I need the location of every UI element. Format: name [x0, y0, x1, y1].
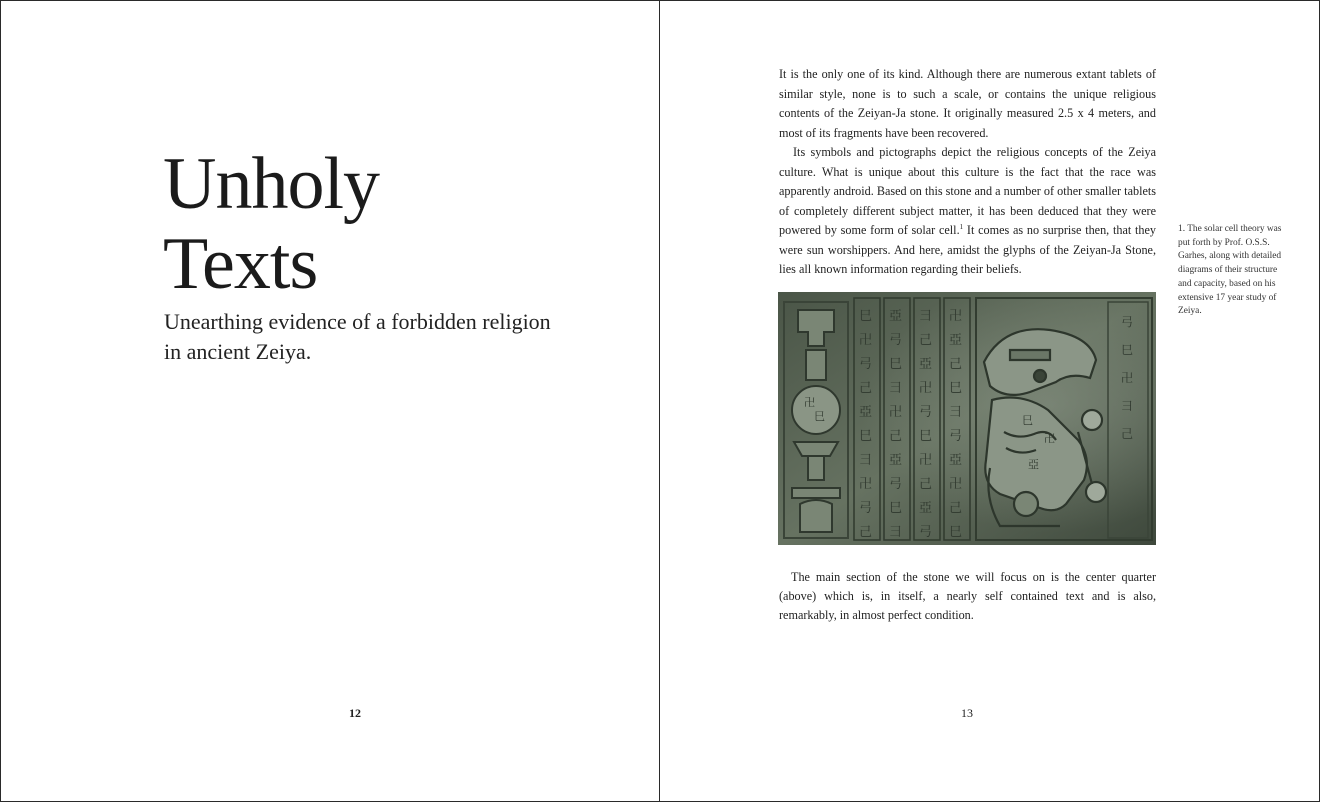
- svg-text:亞: 亞: [1028, 458, 1039, 471]
- svg-text:卍: 卍: [949, 309, 963, 324]
- svg-text:卍: 卍: [919, 381, 933, 396]
- svg-text:弓: 弓: [859, 357, 873, 372]
- svg-text:巳: 巳: [949, 525, 963, 540]
- footnote-sidenote: 1. The solar cell theory was put forth by Prof. O.S.S. Garhes, along with detailed diagrams of their structure and capacity, based on his extensive 17 year study of Zeiya.: [1178, 224, 1282, 317]
- svg-text:弓: 弓: [859, 501, 873, 516]
- svg-text:亞: 亞: [859, 405, 873, 420]
- svg-text:卍: 卍: [1044, 432, 1055, 445]
- svg-text:巳: 巳: [889, 501, 903, 516]
- svg-text:巳: 巳: [1121, 343, 1134, 357]
- svg-text:弓: 弓: [1121, 315, 1134, 329]
- svg-text:彐: 彐: [919, 309, 933, 324]
- svg-text:己: 己: [859, 525, 873, 540]
- svg-text:己: 己: [859, 381, 873, 396]
- right-page: [660, 1, 1319, 801]
- svg-text:弓: 弓: [889, 477, 903, 492]
- svg-text:己: 己: [949, 501, 963, 516]
- svg-text:卍: 卍: [919, 453, 933, 468]
- svg-text:己: 己: [949, 357, 963, 372]
- svg-text:卍: 卍: [949, 477, 963, 492]
- chapter-subtitle: Unearthing evidence of a forbidden religion in ancient Zeiya.: [164, 309, 551, 364]
- svg-text:彐: 彐: [949, 405, 963, 420]
- svg-text:己: 己: [919, 333, 933, 348]
- svg-text:亞: 亞: [919, 501, 933, 516]
- svg-text:己: 己: [919, 477, 933, 492]
- body-text: [779, 65, 1156, 280]
- svg-text:弓: 弓: [919, 525, 933, 540]
- paragraph-2: [779, 143, 1156, 280]
- page-number-left: 12: [349, 706, 361, 720]
- svg-text:彐: 彐: [889, 381, 903, 396]
- svg-text:巳: 巳: [949, 381, 963, 396]
- svg-text:巳: 巳: [1022, 414, 1033, 427]
- paragraph-2-part-1: Its symbols and pictographs depict the religious concepts of the Zeiya culture. What is unique about this culture is the fact that the race was apparently android. Based on this stone and a number of other smaller tablets of completely different subject matter, it has been deduced that they were powered by some form of solar cell.: [779, 145, 1156, 237]
- svg-text:亞: 亞: [889, 309, 903, 324]
- svg-text:巳: 巳: [889, 357, 903, 372]
- svg-text:巳: 巳: [859, 429, 873, 444]
- svg-text:巳: 巳: [859, 309, 873, 324]
- svg-text:亞: 亞: [919, 357, 933, 372]
- svg-text:彐: 彐: [859, 453, 873, 468]
- svg-text:卍: 卍: [859, 477, 873, 492]
- svg-text:彐: 彐: [889, 525, 903, 540]
- page-number-right: 13: [961, 706, 973, 720]
- svg-text:亞: 亞: [949, 333, 963, 348]
- stone-tablet-illustration: [778, 292, 1156, 545]
- paragraph-2-part-2: It comes as no surprise then, that they were sun worshippers. And here, amidst the glyphs of the Zeiyan-Ja Stone, lies all known information regarding their beliefs.: [779, 223, 1157, 276]
- svg-text:卍: 卍: [859, 333, 873, 348]
- svg-text:卍: 卍: [1121, 371, 1134, 385]
- svg-text:巳: 巳: [919, 429, 933, 444]
- left-page: [1, 1, 660, 801]
- paragraph-1: It is the only one of its kind. Although there are numerous extant tablets of similar style, none is to such a scale, or contains the unique religious contents of the Zeiyan-Ja stone. It originally measured 2.5 x 4 meters, and most of its fragments have been recovered.: [779, 67, 1156, 140]
- svg-text:己: 己: [1121, 427, 1134, 441]
- svg-text:亞: 亞: [949, 453, 963, 468]
- svg-text:亞: 亞: [889, 453, 903, 468]
- chapter-title: [163, 144, 583, 304]
- footnote-marker: 1: [959, 222, 964, 231]
- svg-text:卍: 卍: [804, 396, 815, 409]
- svg-text:弓: 弓: [919, 405, 933, 420]
- title-line-1: Unholy: [163, 143, 379, 225]
- svg-text:己: 己: [889, 429, 903, 444]
- paragraph-3: The main section of the stone we will focus on is the center quarter (above) which is, in itself, a nearly self contained text and is also, remarkably, in almost perfect condition.: [779, 570, 1156, 622]
- svg-text:彐: 彐: [1121, 399, 1134, 413]
- stone-tablet-image: [778, 292, 1156, 545]
- svg-text:巳: 巳: [814, 410, 825, 423]
- svg-text:弓: 弓: [949, 429, 963, 444]
- svg-text:卍: 卍: [889, 405, 903, 420]
- svg-text:弓: 弓: [889, 333, 903, 348]
- title-line-2: Texts: [163, 223, 318, 305]
